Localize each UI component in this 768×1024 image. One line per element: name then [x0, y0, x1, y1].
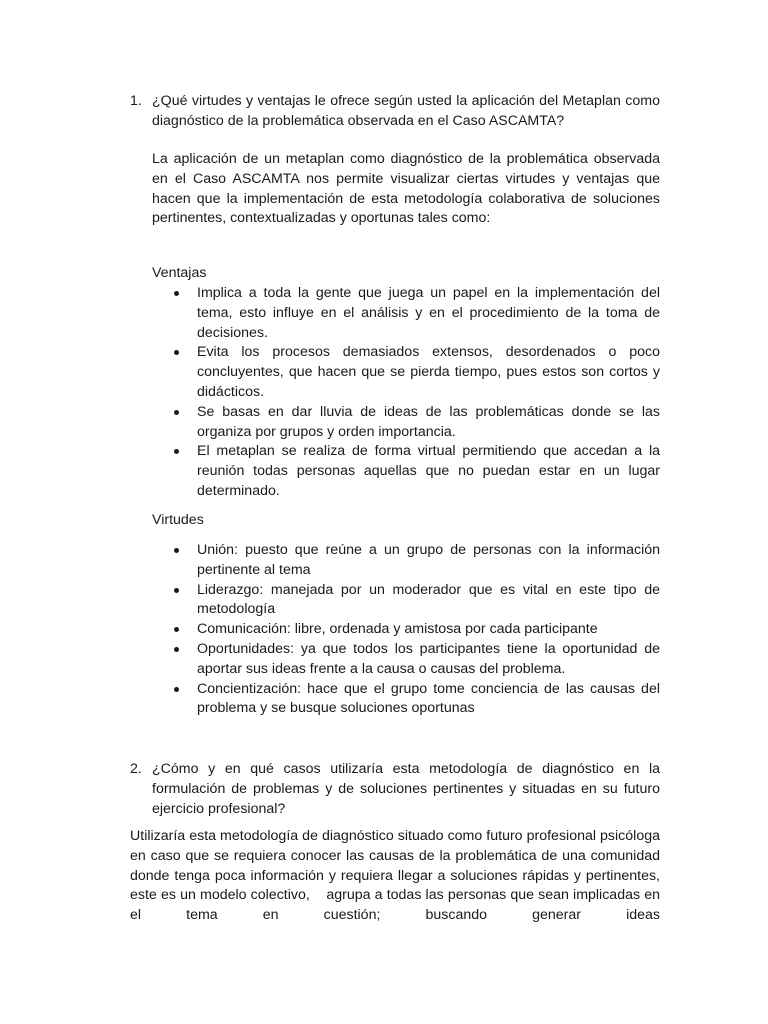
bullet-icon: [174, 548, 179, 553]
bullet-icon: [174, 647, 179, 652]
list-item: Implica a toda la gente que juega un papel en la implementación del tema, esto influye en el análisis y en el procedimiento de la toma de decisiones.: [174, 284, 660, 343]
list-item: Se basas en dar lluvia de ideas de las problemáticas donde se las organiza por grupos y orden importancia.: [174, 403, 660, 443]
list-item: Comunicación: libre, ordenada y amistosa por cada participante: [174, 620, 660, 640]
bullet-icon: [174, 687, 179, 692]
list-item: Evita los procesos demasiados extensos, desordenados o poco concluyentes, que hacen que se pierda tiempo, pues estos son cortos y didácticos.: [174, 343, 660, 402]
list-item: Liderazgo: manejada por un moderador que es vital en este tipo de metodología: [174, 581, 660, 621]
question-2: [130, 760, 660, 819]
ventajas-list: [174, 284, 660, 502]
question-1: [130, 92, 660, 132]
virtudes-heading: Virtudes: [152, 512, 204, 528]
question-1-number: 1.: [130, 93, 142, 109]
answer-1-intro: La aplicación de un metaplan como diagnóstico de la problemática observada en el Caso ASCAMTA nos permite visualizar ciertas virtudes y ventajas que hacen que la implementación de esta metodología colaborativa de soluciones pertinentes, contextualizadas y oportunas tales como:: [152, 151, 660, 227]
ventajas-heading: Ventajas: [152, 265, 207, 281]
bullet-icon: [174, 449, 179, 454]
bullet-icon: [174, 291, 179, 296]
list-item: Unión: puesto que reúne a un grupo de personas con la información pertinente al tema: [174, 541, 660, 581]
bullet-icon: [174, 410, 179, 415]
list-item: Oportunidades: ya que todos los participantes tiene la oportunidad de aportar sus ideas frente a la causa o causas del problema.: [174, 640, 660, 680]
list-item: Concientización: hace que el grupo tome conciencia de las causas del problema y se busque soluciones oportunas: [174, 680, 660, 720]
virtudes-list: [174, 541, 660, 719]
question-2-text: ¿Cómo y en qué casos utilizaría esta metodología de diagnóstico en la formulación de problemas y de soluciones pertinentes y situadas en su futuro ejercicio profesional?: [152, 761, 660, 817]
question-1-text: ¿Qué virtudes y ventajas le ofrece según usted la aplicación del Metaplan como diagnóstico de la problemática observada en el Caso ASCAMTA?: [152, 93, 660, 129]
bullet-icon: [174, 588, 179, 593]
bullet-icon: [174, 350, 179, 355]
question-2-number: 2.: [130, 761, 142, 777]
list-item: El metaplan se realiza de forma virtual permitiendo que accedan a la reunión todas personas aquellas que no puedan estar en un lugar determinado.: [174, 442, 660, 501]
answer-2: Utilizaría esta metodología de diagnóstico situado como futuro profesional psicóloga en caso que se requiera conocer las causas de la problemática de una comunidad donde tenga poca información y requiera llegar a soluciones rápidas y pertinentes, este es un modelo colectivo, agrupa a todas las personas que sean implicadas en el tema en cuestión; buscando generar ideas: [130, 828, 664, 924]
bullet-icon: [174, 627, 179, 632]
